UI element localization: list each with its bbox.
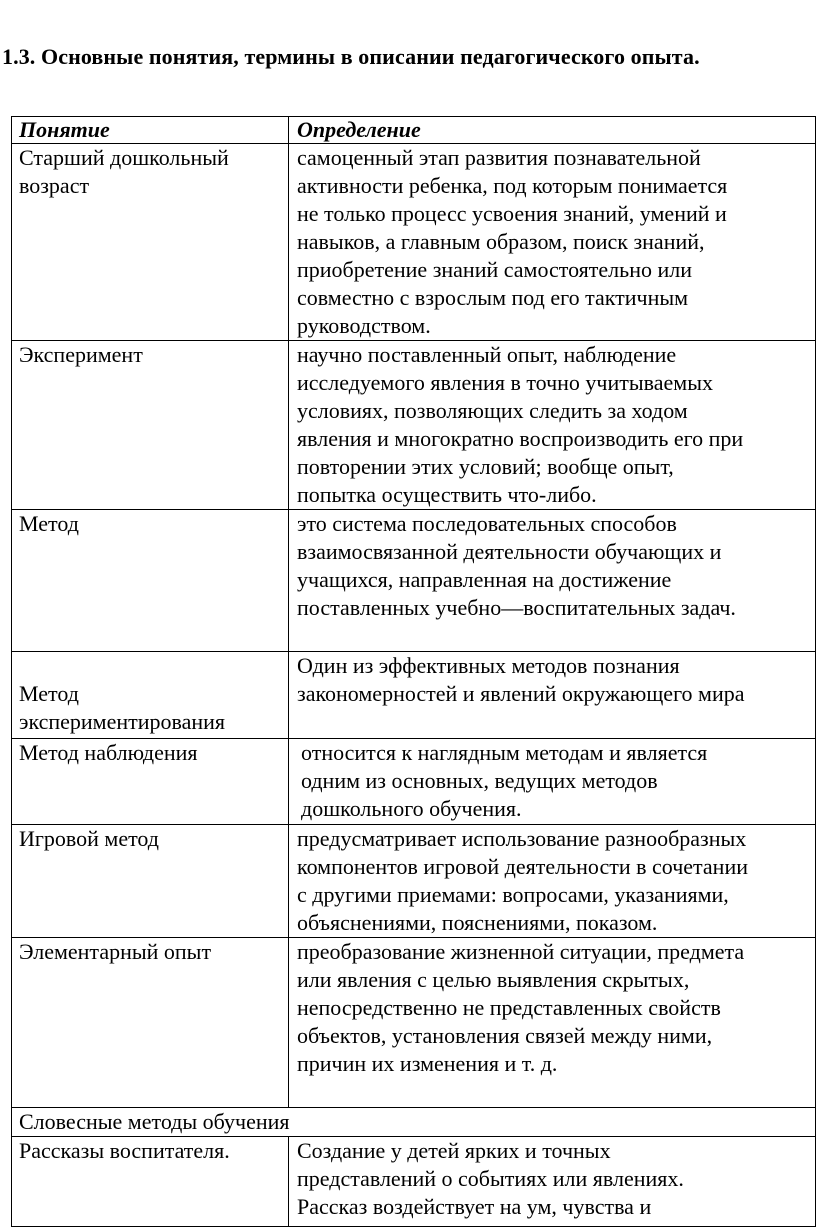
term-text: Элементарный опыт [19,939,212,964]
term-cell [12,510,289,652]
page-heading: 1.3. Основные понятия, термины в описании педагогического опыта. [2,44,700,69]
section-title: Словесные методы обучения [12,1108,816,1137]
term-cell [12,1137,289,1227]
term-text: Рассказы воспитателя. [19,1138,230,1163]
definition-text: относится к наглядным методам и является одним из основных, ведущих методов дошкольного обучения. [301,740,708,821]
term-text: Метод [19,511,79,536]
term-cell [12,825,289,938]
table-row [12,825,816,938]
term-text: Метод наблюдения [19,740,198,765]
definition-cell [289,652,816,739]
term-cell [12,144,289,341]
term-text: Метод экспериментирования [19,681,226,734]
definition-text: самоценный этап развития познавательной активности ребенка, под которым понимается не только процесс усвоения знаний, умений и навыков, а главным образом, поиск знаний, приобретение знаний самостоятельно или совместно с взрослым под его тактичным руководством. [297,145,728,338]
definition-text: это система последовательных способов взаимосвязанной деятельности обучающих и учащихся, направленная на достижение поставленных учебно—воспитательных задач. [297,511,736,620]
table-row [12,652,816,739]
term-text: Старший дошкольный возраст [19,145,229,198]
definition-cell [289,739,816,825]
table-row [12,1137,816,1227]
table-row [12,144,816,341]
section-row [12,1108,816,1137]
definition-cell [289,1137,816,1227]
definition-text: преобразование жизненной ситуации, предмета или явления с целью выявления скрытых, непосредственно не представленных свойств объектов, установления связей между ними, причин их изменения и т. д. [297,939,745,1076]
definition-cell [289,938,816,1108]
definition-text: научно поставленный опыт, наблюдение исследуемого явления в точно учитываемых условиях, позволяющих следить за ходом явления и многократно воспроизводить его при повторении этих условий; вообще опыт, попытка осуществить что-либо. [297,342,744,507]
term-cell [12,341,289,510]
table-row [12,510,816,652]
term-cell [12,652,289,739]
definition-cell [289,341,816,510]
header-definition: Определение [289,117,816,144]
term-text: Эксперимент [19,342,143,367]
table-row [12,739,816,825]
definition-text: предусматривает использование разнообразных компонентов игровой деятельности в сочетании с другими приемами: вопросами, указаниями, объяснениями, пояснениями, показом. [297,826,748,935]
header-term: Понятие [12,117,289,144]
term-text: Игровой метод [19,826,159,851]
term-cell [12,938,289,1108]
definition-text: Один из эффективных методов познания закономерностей и явлений окружающего мира [297,653,745,706]
table-header-row [12,117,816,144]
table-row [12,341,816,510]
definition-cell [289,144,816,341]
definition-cell [289,825,816,938]
terms-table [11,116,816,1227]
table-row [12,938,816,1108]
definition-text: Создание у детей ярких и точных представлений о событиях или явлениях. Рассказ воздействует на ум, чувства и [297,1138,684,1219]
term-cell [12,739,289,825]
definition-cell [289,510,816,652]
